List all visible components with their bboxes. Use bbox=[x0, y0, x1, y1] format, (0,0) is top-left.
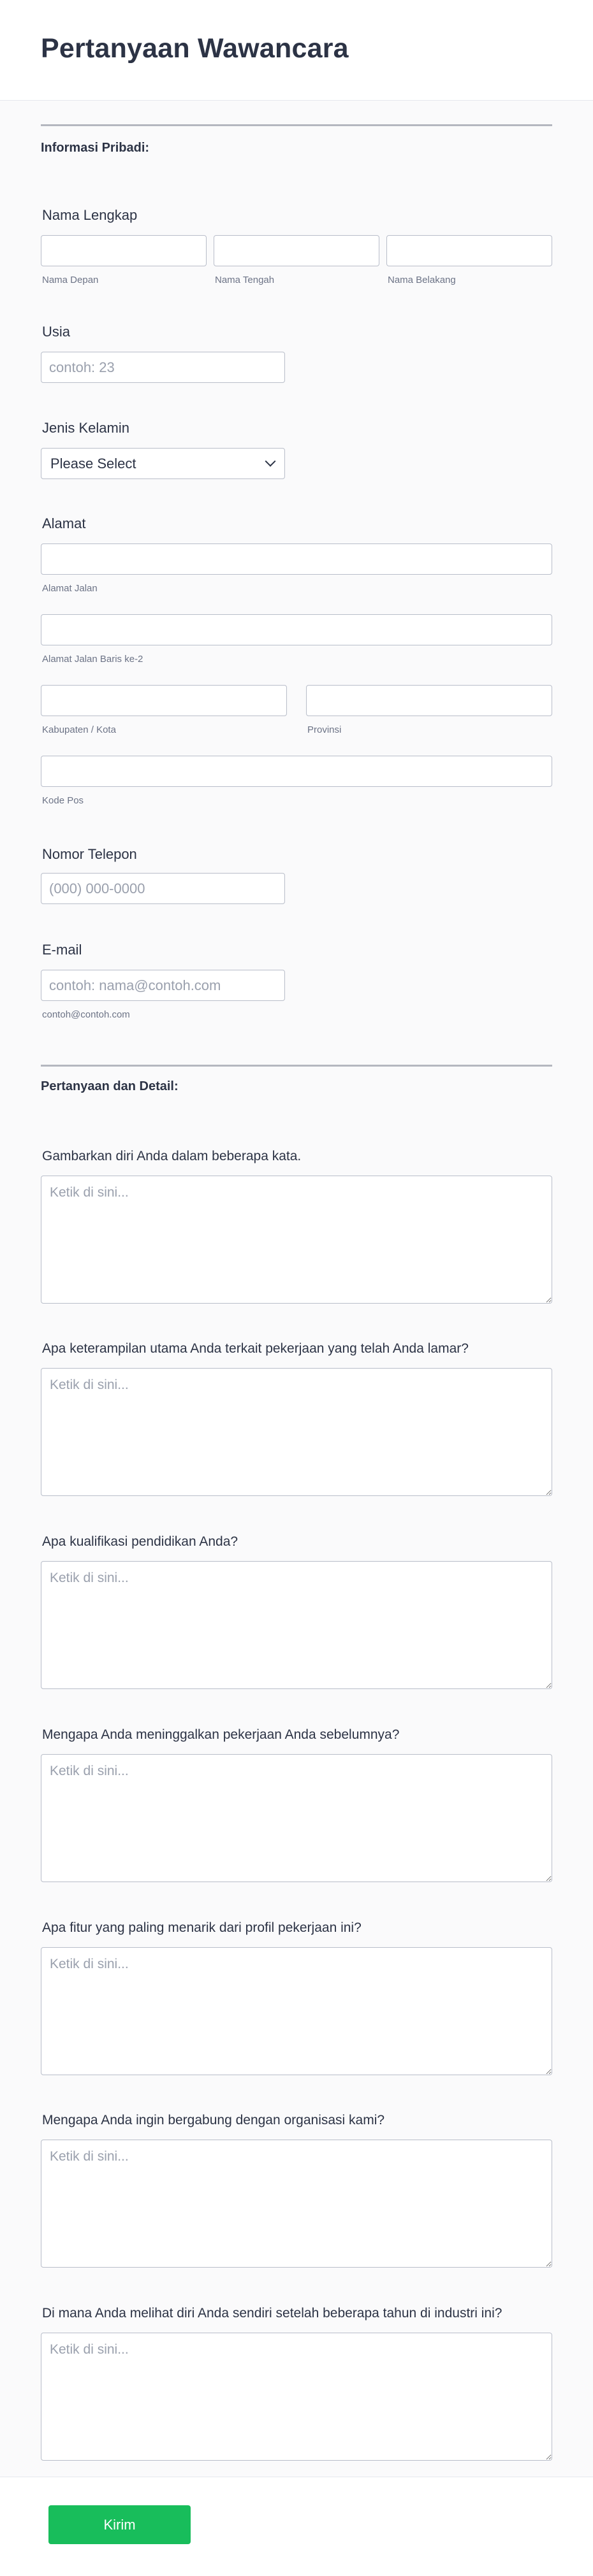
province-input[interactable] bbox=[306, 685, 552, 716]
age-input[interactable] bbox=[41, 352, 285, 383]
city-input[interactable] bbox=[41, 685, 287, 716]
question-label: Mengapa Anda meninggalkan pekerjaan Anda sebelumnya? bbox=[42, 1727, 400, 1742]
first-name-sublabel: Nama Depan bbox=[42, 275, 99, 285]
street-address-input[interactable] bbox=[41, 543, 552, 575]
postal-code-sublabel: Kode Pos bbox=[42, 795, 84, 806]
question-label: Apa keterampilan utama Anda terkait pekerjaan yang telah Anda lamar? bbox=[42, 1341, 469, 1356]
question-label: Di mana Anda melihat diri Anda sendiri setelah beberapa tahun di industri ini? bbox=[42, 2306, 502, 2321]
street-address-line2-sublabel: Alamat Jalan Baris ke-2 bbox=[42, 654, 143, 665]
last-name-sublabel: Nama Belakang bbox=[388, 275, 456, 285]
question-answer-textarea[interactable] bbox=[41, 1561, 552, 1689]
section-divider bbox=[41, 124, 552, 126]
email-sublabel: contoh@contoh.com bbox=[42, 1009, 130, 1020]
section-divider bbox=[41, 1065, 552, 1067]
last-name-input[interactable] bbox=[386, 235, 552, 266]
form-header bbox=[0, 0, 593, 101]
age-label: Usia bbox=[42, 324, 71, 340]
email-label: E-mail bbox=[42, 942, 82, 958]
address-label: Alamat bbox=[42, 515, 86, 531]
gender-select-value: Please Select bbox=[50, 456, 136, 471]
email-input[interactable] bbox=[41, 970, 285, 1001]
question-answer-textarea[interactable] bbox=[41, 2140, 552, 2268]
question-answer-textarea[interactable] bbox=[41, 1754, 552, 1882]
question-answer-textarea[interactable] bbox=[41, 1368, 552, 1496]
form-body bbox=[0, 101, 593, 2477]
province-sublabel: Provinsi bbox=[307, 724, 342, 735]
chevron-down-icon bbox=[265, 456, 276, 467]
question-label: Apa kualifikasi pendidikan Anda? bbox=[42, 1534, 238, 1549]
phone-label: Nomor Telepon bbox=[42, 846, 137, 862]
question-label: Apa fitur yang paling menarik dari profil pekerjaan ini? bbox=[42, 1920, 362, 1935]
form-footer bbox=[0, 2477, 593, 2576]
middle-name-sublabel: Nama Tengah bbox=[215, 275, 275, 285]
gender-select[interactable] bbox=[41, 448, 285, 479]
street-address-sublabel: Alamat Jalan bbox=[42, 583, 98, 594]
section-title-personal: Informasi Pribadi: bbox=[41, 141, 150, 155]
middle-name-input[interactable] bbox=[214, 235, 379, 266]
postal-code-input[interactable] bbox=[41, 756, 552, 787]
form-title: Pertanyaan Wawancara bbox=[41, 33, 349, 64]
question-answer-textarea[interactable] bbox=[41, 2333, 552, 2461]
submit-button[interactable]: Kirim bbox=[48, 2505, 191, 2544]
first-name-input[interactable] bbox=[41, 235, 207, 266]
full-name-label: Nama Lengkap bbox=[42, 207, 138, 223]
question-label: Mengapa Anda ingin bergabung dengan organisasi kami? bbox=[42, 2113, 385, 2127]
city-sublabel: Kabupaten / Kota bbox=[42, 724, 116, 735]
street-address-line2-input[interactable] bbox=[41, 614, 552, 645]
phone-input[interactable] bbox=[41, 873, 285, 904]
gender-label: Jenis Kelamin bbox=[42, 420, 129, 436]
question-answer-textarea[interactable] bbox=[41, 1176, 552, 1304]
question-label: Gambarkan diri Anda dalam beberapa kata. bbox=[42, 1149, 302, 1163]
question-answer-textarea[interactable] bbox=[41, 1947, 552, 2075]
section-title-questions: Pertanyaan dan Detail: bbox=[41, 1079, 179, 1093]
